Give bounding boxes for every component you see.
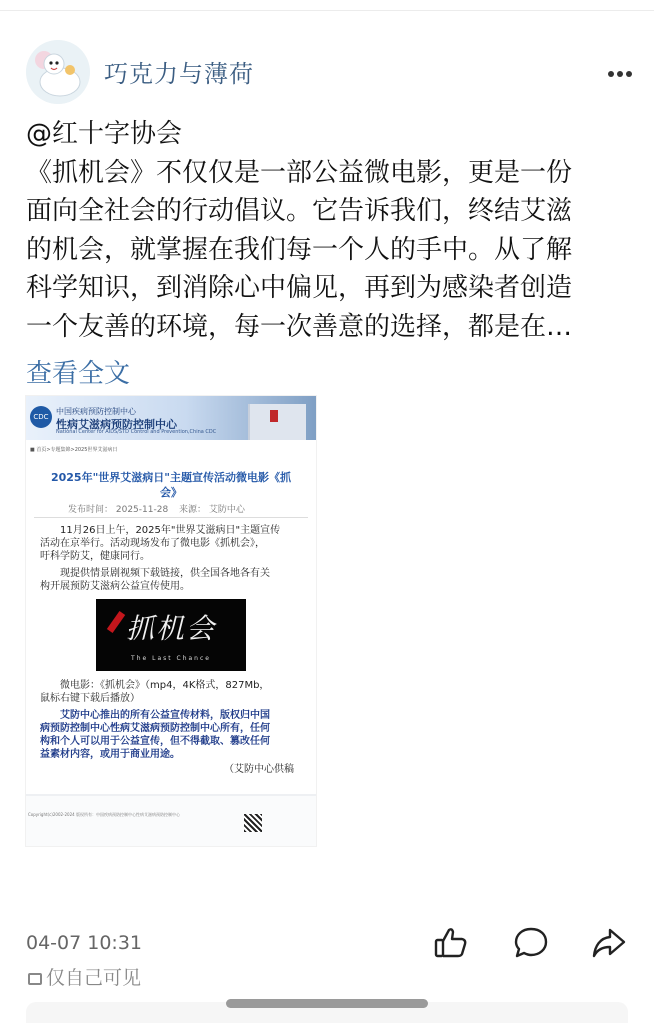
film-poster [96,599,246,671]
org-name-english: National Center for AIDS/STD Control and Prevention,China CDC [56,429,217,435]
text-line: 11月26日上午，2025年"世界艾滋病日"主题宣传 [60,525,281,536]
text-line: 构开展预防艾滋病公益宣传使用。 [40,581,190,592]
source: 来源： 艾防中心 [179,505,245,515]
lock-icon [28,973,42,985]
text-line: 益素材内容，或用于商业用途。 [40,749,180,760]
paragraph-3 [40,679,310,705]
film-subtitle: The Last Chance [131,655,211,662]
signature: （艾防中心供稿 [224,764,294,775]
post-header [26,40,636,104]
building-image [248,404,306,440]
cdc-logo: CDC [30,406,52,428]
share-icon[interactable] [590,924,628,962]
post-line: 《抓机会》不仅仅是一部公益微电影，更是一份 [26,157,573,188]
breadcrumb: ■ 首页>专题集锦>2025世界艾滋病日 [30,447,118,453]
post-line: 科学知识，到消除心中偏见，再到为感染者创造 [26,273,573,303]
article-meta [68,502,245,515]
avatar[interactable] [26,40,90,104]
top-bar [0,0,654,11]
post-line: 一个友善的环境，每一次善意的选择，都是在… [26,311,573,342]
read-more-link[interactable]: 查看全文 [26,359,131,389]
post-time: 04-07 10:31 [26,932,143,954]
more-icon[interactable] [608,62,636,82]
text-line: 病预防控制中心性病艾滋病预防控制中心所有，任何 [40,723,270,734]
like-icon[interactable] [432,924,470,962]
site-banner [26,396,316,440]
article-title-line: 会》 [160,486,182,499]
text-line: 艾防中心推出的所有公益宣传材料，版权归中国 [60,710,270,721]
article-title [26,470,316,500]
paragraph-1 [40,524,310,563]
film-title: 抓机会 [125,612,216,645]
post-line: 的机会，就掌握在我们每一个人的手中。从了解 [26,234,573,265]
site-footer [26,794,316,846]
post-line: 面向全社会的行动倡议。它告诉我们，终结艾滋 [26,196,573,226]
divider [34,517,308,518]
text-line: 吁科学防艾，健康同行。 [40,551,150,562]
text-line: 微电影：《抓机会》（mp4，4K格式，827Mb， [60,680,270,691]
article-title-line: 2025年"世界艾滋病日"主题宣传活动微电影《抓 [50,471,292,484]
home-indicator[interactable] [226,999,428,1008]
text-line: 鼠标右键下载后播放） [40,693,140,704]
text-line: 现提供情景剧视频下载链接，供全国各地各有关 [60,568,270,579]
qr-code-icon [244,814,262,832]
visibility [28,963,141,990]
text-line: 构和个人可以用于公益宣传，但不得截取、篡改任何 [40,736,270,747]
paragraph-4 [40,709,310,761]
text-line: 活动在京举行。活动现场发布了微电影《抓机会》， [40,538,265,549]
visibility-label: 仅自己可见 [46,967,142,989]
org-name-small: 中国疾病预防控制中心 [56,407,136,416]
paragraph-2 [40,567,310,593]
post-text [26,115,630,346]
username[interactable]: 巧克力与薄荷 [104,60,254,88]
org-name-large: 性病艾滋病预防控制中心 [56,418,177,431]
footer-text: Copyright(c)2002-2024 版权所有：中国疾病预防控制中心性病艾滋病预防控制中心 [28,812,180,817]
comment-icon[interactable] [512,924,550,962]
mention[interactable]: @红十字协会 [26,119,183,149]
post-image[interactable] [26,396,316,846]
publish-date: 发布时间： 2025-11-28 [68,505,169,515]
